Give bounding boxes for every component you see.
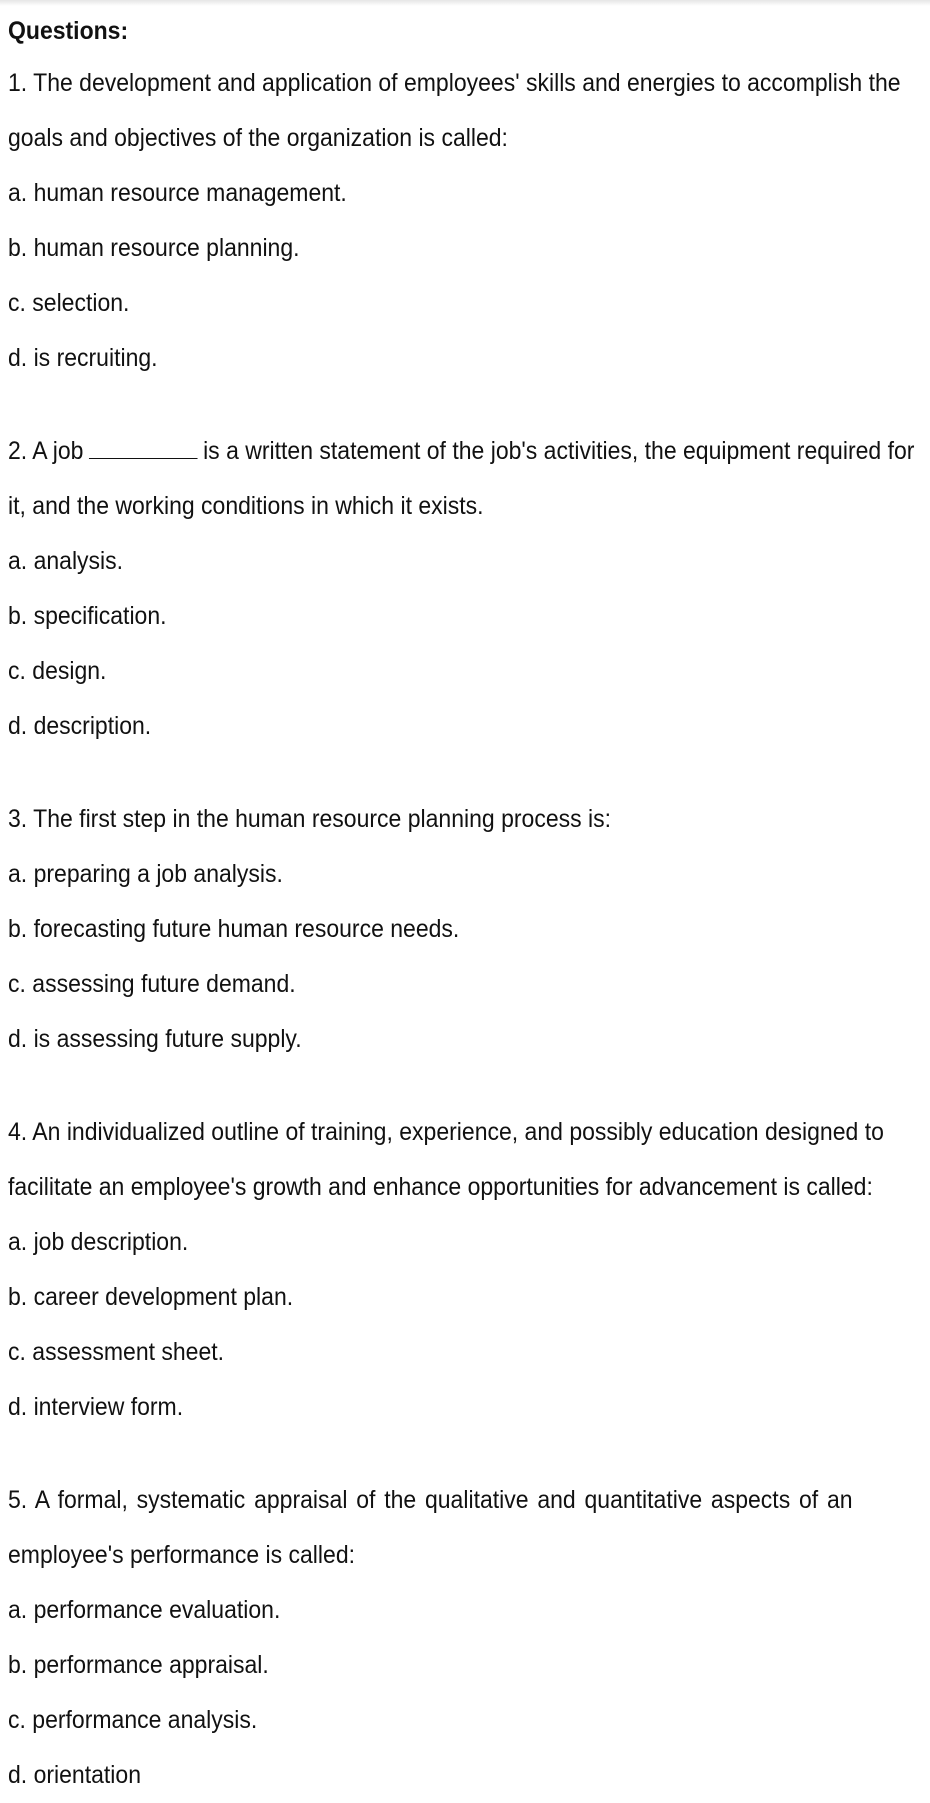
question-5: [8, 1473, 853, 1803]
question-4-option-c: c. assessment sheet.: [8, 1338, 225, 1366]
question-1-option-d: d. is recruiting.: [8, 344, 158, 372]
question-4-option-b: b. career development plan.: [8, 1283, 294, 1311]
spacer: [8, 1067, 853, 1105]
question-5-option-d: d. orientation: [8, 1761, 141, 1789]
questions-heading: Questions:: [8, 17, 129, 45]
question-2-line-1: [8, 424, 915, 479]
question-1: [8, 56, 901, 386]
spacer: [8, 1435, 853, 1473]
question-2-option-b: b. specification.: [8, 602, 167, 630]
question-4-line-2: facilitate an employee's growth and enhance opportunities for advancement is called:: [8, 1173, 873, 1201]
question-5-line-1: 5. A formal, systematic appraisal of the qualitative and quantitative aspects of an: [8, 1486, 853, 1514]
question-5-option-b: b. performance appraisal.: [8, 1651, 269, 1679]
question-2-option-d: d. description.: [8, 712, 152, 740]
question-5-option-c: c. performance analysis.: [8, 1706, 258, 1734]
question-2-suffix: is a written statement of the job's activities, the equipment required for: [203, 437, 915, 465]
fill-in-blank: [89, 440, 198, 459]
question-4: [8, 1105, 884, 1435]
question-3-option-d: d. is assessing future supply.: [8, 1025, 302, 1053]
question-1-option-b: b. human resource planning.: [8, 234, 300, 262]
question-3: [8, 792, 853, 1067]
question-3-option-a: a. preparing a job analysis.: [8, 860, 283, 888]
question-3-line-1: 3. The first step in the human resource planning process is:: [8, 805, 612, 833]
question-5-line-2: employee's performance is called:: [8, 1541, 356, 1569]
question-1-option-a: a. human resource management.: [8, 179, 347, 207]
question-1-line-1: 1. The development and application of employees' skills and energies to accomplish the: [8, 69, 901, 97]
document-page: [8, 6, 915, 1803]
question-4-option-a: a. job description.: [8, 1228, 189, 1256]
question-3-option-c: c. assessing future demand.: [8, 970, 296, 998]
question-2: [8, 424, 915, 754]
spacer: [8, 754, 853, 792]
question-4-option-d: d. interview form.: [8, 1393, 184, 1421]
question-1-option-c: c. selection.: [8, 289, 130, 317]
question-2-prefix: 2. A job: [8, 437, 84, 465]
question-3-option-b: b. forecasting future human resource needs.: [8, 915, 460, 943]
spacer: [8, 386, 853, 424]
question-4-line-1: 4. An individualized outline of training, experience, and possibly education designed to: [8, 1118, 884, 1146]
question-2-option-c: c. design.: [8, 657, 107, 685]
question-1-line-2: goals and objectives of the organization is called:: [8, 124, 508, 152]
question-2-option-a: a. analysis.: [8, 547, 124, 575]
question-5-option-a: a. performance evaluation.: [8, 1596, 281, 1624]
question-2-line-2: it, and the working conditions in which it exists.: [8, 492, 484, 520]
